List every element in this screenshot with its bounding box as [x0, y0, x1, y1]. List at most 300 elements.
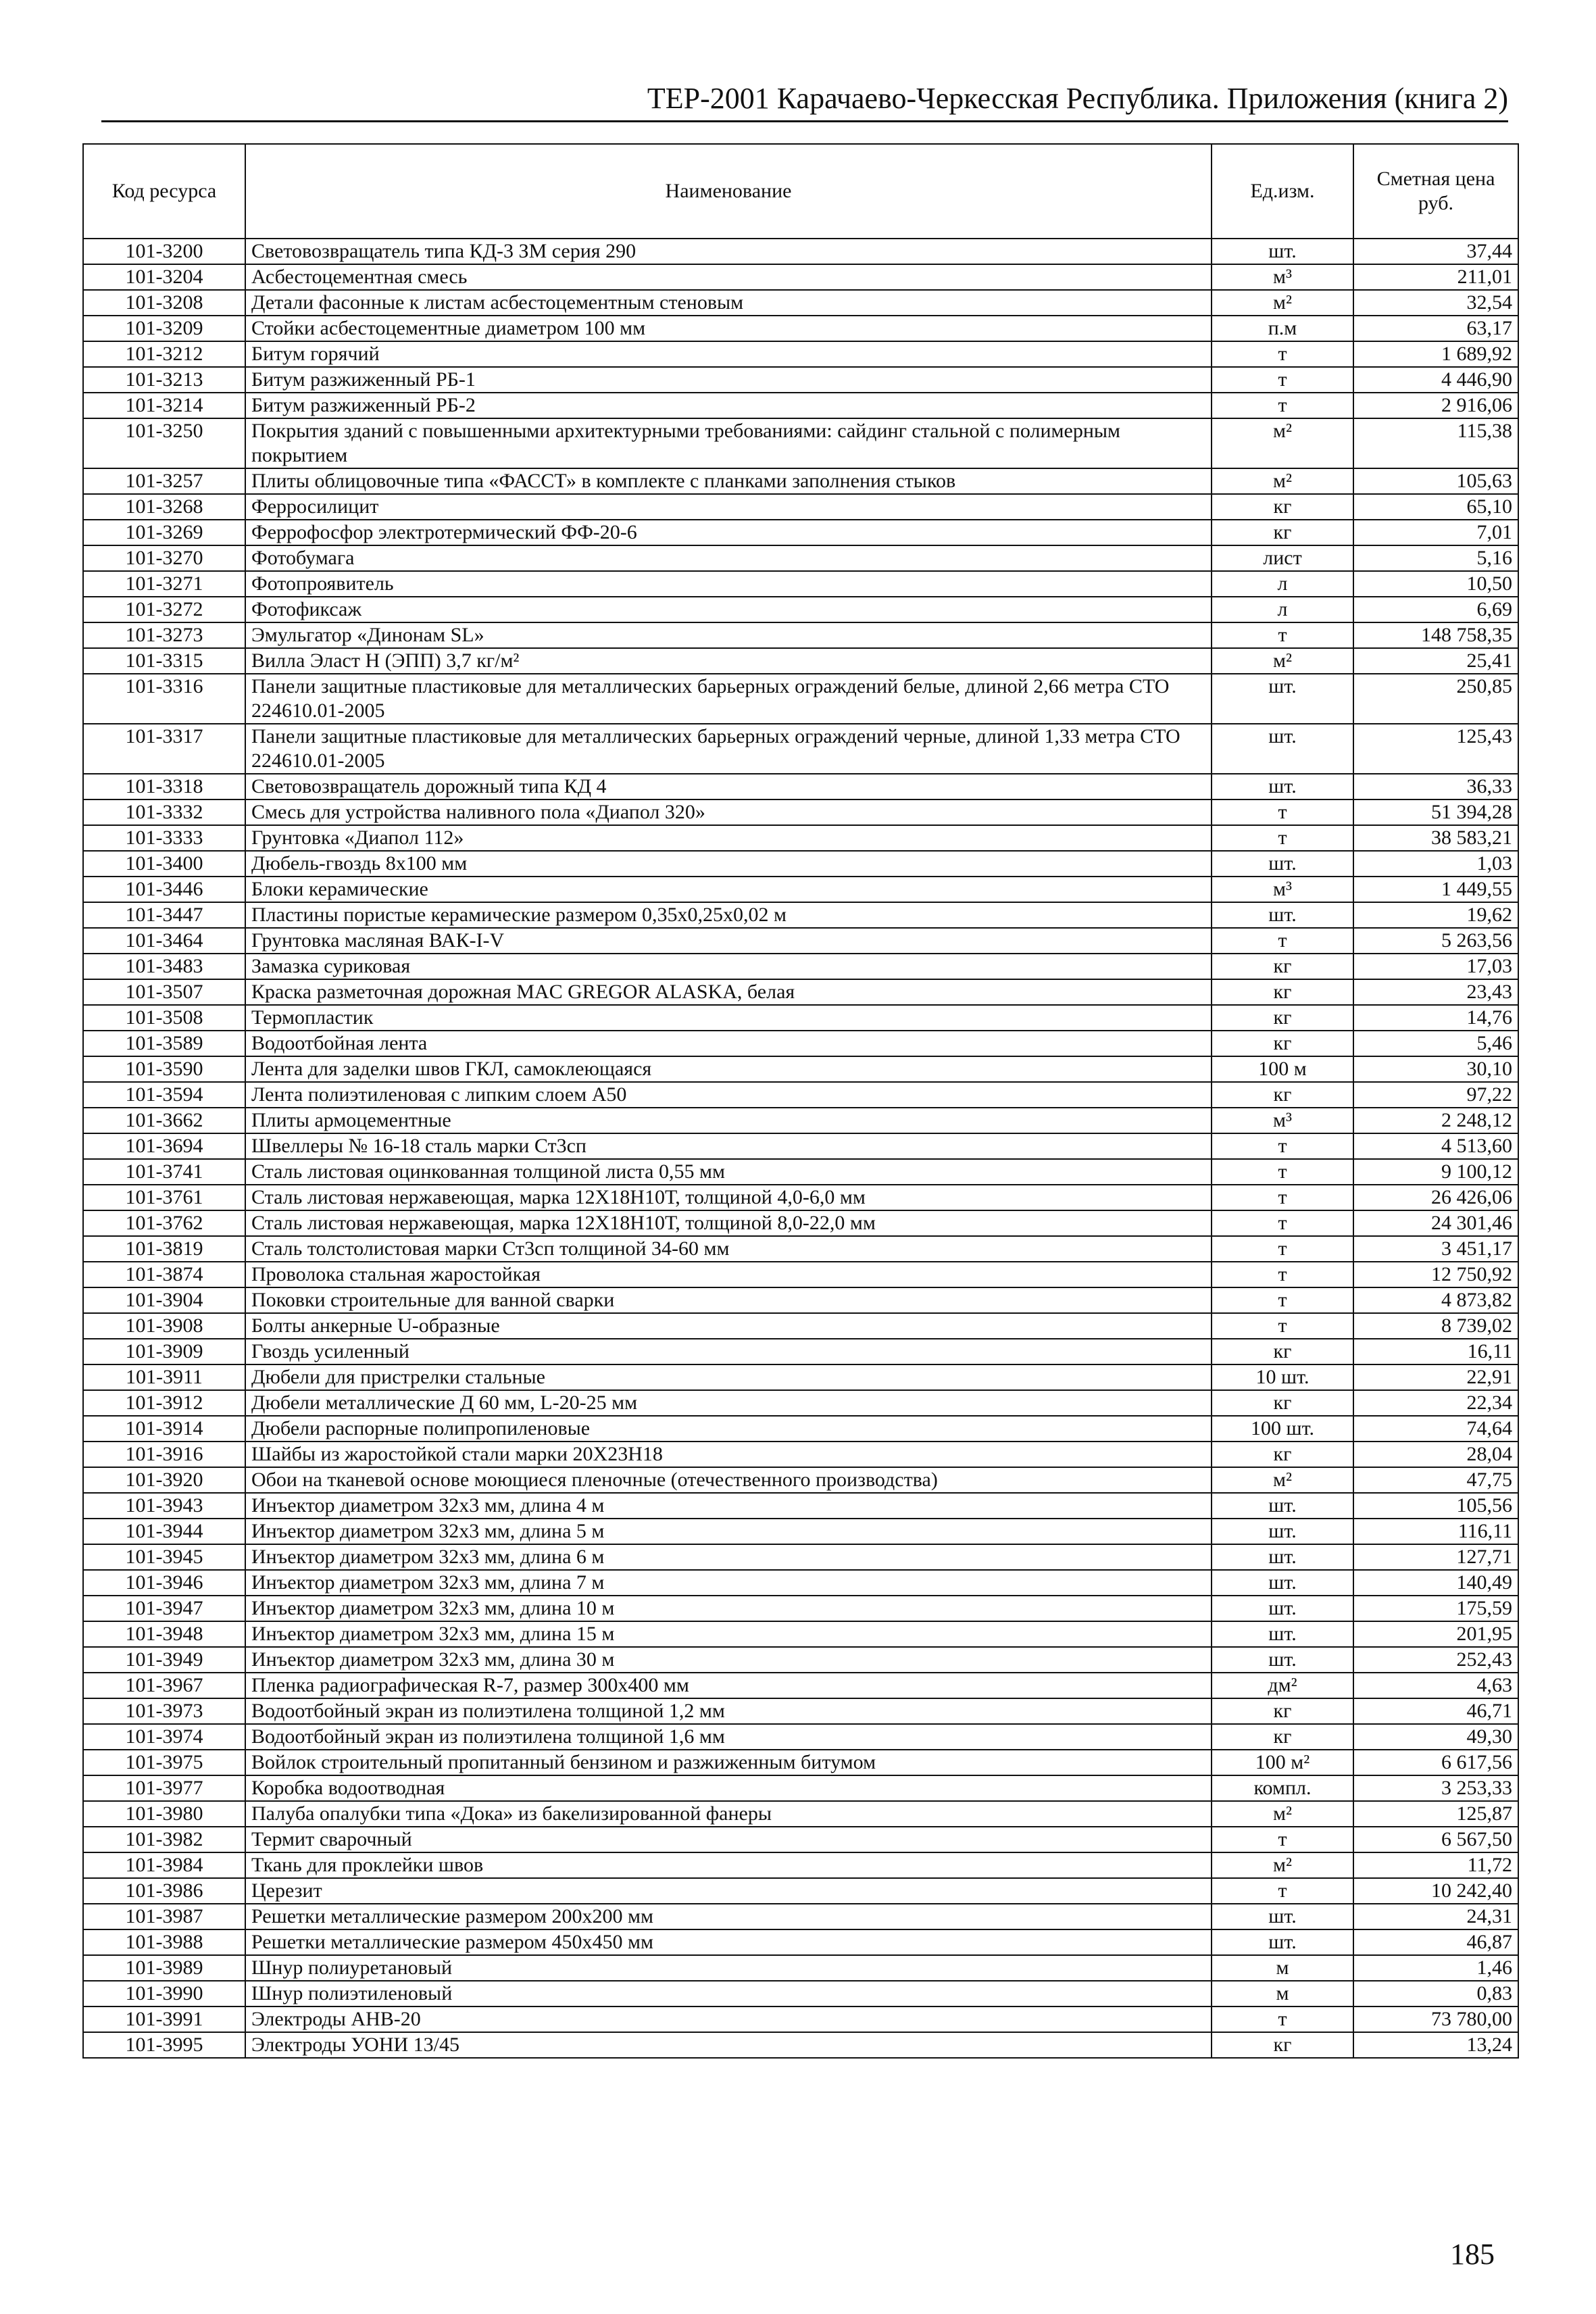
cell-code: 101-3991: [83, 2007, 245, 2032]
cell-name: Церезит: [245, 1878, 1212, 1904]
cell-code: 101-3874: [83, 1262, 245, 1287]
table-row: [83, 1493, 1518, 1519]
cell-name: Битум разжиженный РБ-2: [245, 393, 1212, 418]
cell-price: 11,72: [1353, 1852, 1518, 1878]
cell-name: Войлок строительный пропитанный бензином и разжиженным битумом: [245, 1750, 1212, 1775]
cell-price: 22,91: [1353, 1364, 1518, 1390]
cell-name: Фотопроявитель: [245, 571, 1212, 597]
table-row: [83, 393, 1518, 418]
cell-unit: шт.: [1212, 674, 1353, 724]
table-row: [83, 1159, 1518, 1185]
cell-unit: т: [1212, 1313, 1353, 1339]
col-header-price: Сметная цена руб.: [1353, 144, 1518, 239]
cell-unit: 100 шт.: [1212, 1416, 1353, 1442]
cell-name: Шнур полиуретановый: [245, 1955, 1212, 1981]
cell-price: 105,56: [1353, 1493, 1518, 1519]
cell-unit: шт.: [1212, 1570, 1353, 1596]
cell-price: 201,95: [1353, 1621, 1518, 1647]
cell-name: Дюбели распорные полипропиленовые: [245, 1416, 1212, 1442]
table-row: [83, 1031, 1518, 1056]
cell-unit: т: [1212, 825, 1353, 851]
cell-name: Стойки асбестоцементные диаметром 100 мм: [245, 316, 1212, 341]
cell-price: 26 426,06: [1353, 1185, 1518, 1210]
cell-name: Электроды АНВ-20: [245, 2007, 1212, 2032]
cell-code: 101-3986: [83, 1878, 245, 1904]
table-row: [83, 799, 1518, 825]
cell-name: Решетки металлические размером 450х450 мм: [245, 1929, 1212, 1955]
page-number: 185: [1450, 2238, 1495, 2271]
cell-code: 101-3594: [83, 1082, 245, 1108]
cell-code: 101-3213: [83, 367, 245, 393]
table-row: [83, 928, 1518, 954]
cell-price: 5,16: [1353, 545, 1518, 571]
table-row: [83, 1852, 1518, 1878]
cell-unit: м²: [1212, 418, 1353, 468]
cell-unit: шт.: [1212, 1904, 1353, 1929]
cell-code: 101-3982: [83, 1827, 245, 1852]
cell-unit: кг: [1212, 1339, 1353, 1364]
cell-unit: шт.: [1212, 1544, 1353, 1570]
cell-price: 1,03: [1353, 851, 1518, 877]
cell-name: Ткань для проклейки швов: [245, 1852, 1212, 1878]
cell-price: 2 248,12: [1353, 1108, 1518, 1133]
cell-unit: т: [1212, 1287, 1353, 1313]
cell-unit: л: [1212, 597, 1353, 622]
resource-table: [82, 143, 1519, 2059]
cell-price: 175,59: [1353, 1596, 1518, 1621]
cell-price: 24 301,46: [1353, 1210, 1518, 1236]
table-row: [83, 290, 1518, 316]
cell-code: 101-3273: [83, 622, 245, 648]
table-row: [83, 1519, 1518, 1544]
cell-name: Термит сварочный: [245, 1827, 1212, 1852]
cell-unit: шт.: [1212, 1596, 1353, 1621]
table-row: [83, 239, 1518, 264]
cell-unit: кг: [1212, 954, 1353, 979]
cell-price: 28,04: [1353, 1442, 1518, 1467]
cell-price: 36,33: [1353, 774, 1518, 799]
table-row: [83, 1878, 1518, 1904]
cell-price: 51 394,28: [1353, 799, 1518, 825]
cell-code: 101-3507: [83, 979, 245, 1005]
cell-name: Дюбели для пристрелки стальные: [245, 1364, 1212, 1390]
cell-name: Проволока стальная жаростойкая: [245, 1262, 1212, 1287]
cell-name: Пленка радиографическая R-7, размер 300х400 мм: [245, 1673, 1212, 1698]
table-row: [83, 1596, 1518, 1621]
cell-price: 74,64: [1353, 1416, 1518, 1442]
cell-code: 101-3819: [83, 1236, 245, 1262]
table-row: [83, 1698, 1518, 1724]
table-row: [83, 648, 1518, 674]
cell-name: Световозвращатель дорожный типа КД 4: [245, 774, 1212, 799]
cell-unit: кг: [1212, 494, 1353, 520]
cell-code: 101-3761: [83, 1185, 245, 1210]
cell-code: 101-3980: [83, 1801, 245, 1827]
table-row: [83, 571, 1518, 597]
cell-name: Инъектор диаметром 32х3 мм, длина 5 м: [245, 1519, 1212, 1544]
cell-code: 101-3268: [83, 494, 245, 520]
cell-unit: компл.: [1212, 1775, 1353, 1801]
table-row: [83, 1750, 1518, 1775]
cell-unit: кг: [1212, 1005, 1353, 1031]
cell-code: 101-3508: [83, 1005, 245, 1031]
cell-unit: кг: [1212, 979, 1353, 1005]
table-row: [83, 724, 1518, 774]
cell-price: 16,11: [1353, 1339, 1518, 1364]
cell-name: Лента для заделки швов ГКЛ, самоклеющаяся: [245, 1056, 1212, 1082]
cell-name: Фотофиксаж: [245, 597, 1212, 622]
cell-name: Сталь листовая оцинкованная толщиной листа 0,55 мм: [245, 1159, 1212, 1185]
cell-name: Обои на тканевой основе моющиеся пленочные (отечественного производства): [245, 1467, 1212, 1493]
cell-unit: шт.: [1212, 1647, 1353, 1673]
cell-price: 116,11: [1353, 1519, 1518, 1544]
table-row: [83, 1185, 1518, 1210]
cell-name: Сталь толстолистовая марки Ст3сп толщиной 34-60 мм: [245, 1236, 1212, 1262]
cell-name: Краска разметочная дорожная MAC GREGOR ALASKA, белая: [245, 979, 1212, 1005]
cell-unit: т: [1212, 928, 1353, 954]
table-header-row: [83, 144, 1518, 239]
cell-price: 1 689,92: [1353, 341, 1518, 367]
cell-code: 101-3973: [83, 1698, 245, 1724]
cell-name: Световозвращатель типа КД-3 ЗМ серия 290: [245, 239, 1212, 264]
cell-price: 37,44: [1353, 239, 1518, 264]
table-row: [83, 1647, 1518, 1673]
cell-name: Шнур полиэтиленовый: [245, 1981, 1212, 2007]
cell-code: 101-3911: [83, 1364, 245, 1390]
cell-name: Швеллеры № 16-18 сталь марки Ст3сп: [245, 1133, 1212, 1159]
cell-code: 101-3945: [83, 1544, 245, 1570]
cell-unit: шт.: [1212, 239, 1353, 264]
cell-name: Детали фасонные к листам асбестоцементным стеновым: [245, 290, 1212, 316]
cell-code: 101-3446: [83, 877, 245, 902]
cell-name: Инъектор диаметром 32х3 мм, длина 4 м: [245, 1493, 1212, 1519]
cell-price: 4,63: [1353, 1673, 1518, 1698]
cell-name: Палуба опалубки типа «Дока» из бакелизированной фанеры: [245, 1801, 1212, 1827]
table-row: [83, 545, 1518, 571]
table-row: [83, 877, 1518, 902]
cell-unit: шт.: [1212, 1929, 1353, 1955]
cell-code: 101-3943: [83, 1493, 245, 1519]
cell-unit: м: [1212, 1955, 1353, 1981]
cell-name: Решетки металлические размером 200х200 мм: [245, 1904, 1212, 1929]
cell-price: 24,31: [1353, 1904, 1518, 1929]
table-row: [83, 1981, 1518, 2007]
cell-code: 101-3989: [83, 1955, 245, 1981]
cell-code: 101-3987: [83, 1904, 245, 1929]
cell-code: 101-3250: [83, 418, 245, 468]
cell-unit: т: [1212, 1133, 1353, 1159]
cell-name: Поковки строительные для ванной сварки: [245, 1287, 1212, 1313]
cell-unit: т: [1212, 2007, 1353, 2032]
table-row: [83, 954, 1518, 979]
cell-name: Коробка водоотводная: [245, 1775, 1212, 1801]
table-row: [83, 1313, 1518, 1339]
cell-code: 101-3400: [83, 851, 245, 877]
cell-code: 101-3949: [83, 1647, 245, 1673]
cell-price: 3 253,33: [1353, 1775, 1518, 1801]
cell-unit: шт.: [1212, 1519, 1353, 1544]
cell-price: 252,43: [1353, 1647, 1518, 1673]
cell-unit: кг: [1212, 1698, 1353, 1724]
cell-name: Фотобумага: [245, 545, 1212, 571]
table-row: [83, 1801, 1518, 1827]
cell-unit: кг: [1212, 1390, 1353, 1416]
cell-unit: т: [1212, 1878, 1353, 1904]
cell-name: Эмульгатор «Динонам SL»: [245, 622, 1212, 648]
cell-unit: м³: [1212, 877, 1353, 902]
cell-code: 101-3315: [83, 648, 245, 674]
cell-name: Инъектор диаметром 32х3 мм, длина 30 м: [245, 1647, 1212, 1673]
cell-code: 101-3947: [83, 1596, 245, 1621]
cell-unit: п.м: [1212, 316, 1353, 341]
cell-unit: м³: [1212, 1108, 1353, 1133]
cell-price: 38 583,21: [1353, 825, 1518, 851]
table-row: [83, 1262, 1518, 1287]
cell-name: Битум горячий: [245, 341, 1212, 367]
cell-name: Термопластик: [245, 1005, 1212, 1031]
cell-price: 63,17: [1353, 316, 1518, 341]
cell-code: 101-3269: [83, 520, 245, 545]
cell-unit: л: [1212, 571, 1353, 597]
cell-name: Замазка суриковая: [245, 954, 1212, 979]
cell-price: 7,01: [1353, 520, 1518, 545]
cell-code: 101-3988: [83, 1929, 245, 1955]
cell-unit: кг: [1212, 1082, 1353, 1108]
cell-name: Гвоздь усиленный: [245, 1339, 1212, 1364]
table-row: [83, 1621, 1518, 1647]
cell-unit: т: [1212, 1262, 1353, 1287]
cell-code: 101-3908: [83, 1313, 245, 1339]
cell-price: 6 617,56: [1353, 1750, 1518, 1775]
cell-price: 127,71: [1353, 1544, 1518, 1570]
table-row: [83, 1827, 1518, 1852]
cell-price: 10,50: [1353, 571, 1518, 597]
cell-unit: т: [1212, 341, 1353, 367]
cell-name: Покрытия зданий с повышенными архитектурными требованиями: сайдинг стальной с полимерным покрытием: [245, 418, 1212, 468]
cell-name: Грунтовка масляная ВАК-I-V: [245, 928, 1212, 954]
cell-name: Болты анкерные U-образные: [245, 1313, 1212, 1339]
table-row: [83, 1570, 1518, 1596]
table-row: [83, 1364, 1518, 1390]
cell-code: 101-3483: [83, 954, 245, 979]
cell-price: 4 513,60: [1353, 1133, 1518, 1159]
table-row: [83, 1236, 1518, 1262]
cell-unit: лист: [1212, 545, 1353, 571]
cell-price: 250,85: [1353, 674, 1518, 724]
cell-code: 101-3200: [83, 239, 245, 264]
table-row: [83, 2032, 1518, 2058]
cell-price: 211,01: [1353, 264, 1518, 290]
table-row: [83, 520, 1518, 545]
cell-unit: кг: [1212, 2032, 1353, 2058]
header-rule: [101, 120, 1508, 122]
cell-code: 101-3464: [83, 928, 245, 954]
cell-name: Смесь для устройства наливного пола «Диапол 320»: [245, 799, 1212, 825]
cell-code: 101-3590: [83, 1056, 245, 1082]
cell-name: Битум разжиженный РБ-1: [245, 367, 1212, 393]
cell-code: 101-3272: [83, 597, 245, 622]
cell-unit: шт.: [1212, 774, 1353, 799]
cell-code: 101-3741: [83, 1159, 245, 1185]
cell-name: Водоотбойная лента: [245, 1031, 1212, 1056]
cell-price: 8 739,02: [1353, 1313, 1518, 1339]
cell-name: Сталь листовая нержавеющая, марка 12Х18Н10Т, толщиной 4,0-6,0 мм: [245, 1185, 1212, 1210]
table-row: [83, 494, 1518, 520]
cell-unit: шт.: [1212, 902, 1353, 928]
cell-price: 125,43: [1353, 724, 1518, 774]
table-row: [83, 1775, 1518, 1801]
cell-unit: т: [1212, 1236, 1353, 1262]
cell-unit: шт.: [1212, 724, 1353, 774]
cell-name: Водоотбойный экран из полиэтилена толщиной 1,2 мм: [245, 1698, 1212, 1724]
cell-unit: м²: [1212, 290, 1353, 316]
cell-code: 101-3316: [83, 674, 245, 724]
cell-code: 101-3318: [83, 774, 245, 799]
cell-code: 101-3271: [83, 571, 245, 597]
table-row: [83, 774, 1518, 799]
cell-code: 101-3967: [83, 1673, 245, 1698]
cell-price: 12 750,92: [1353, 1262, 1518, 1287]
cell-name: Водоотбойный экран из полиэтилена толщиной 1,6 мм: [245, 1724, 1212, 1750]
cell-name: Ферросилицит: [245, 494, 1212, 520]
cell-name: Лента полиэтиленовая с липким слоем А50: [245, 1082, 1212, 1108]
table-row: [83, 367, 1518, 393]
cell-price: 49,30: [1353, 1724, 1518, 1750]
table-row: [83, 597, 1518, 622]
table-row: [83, 674, 1518, 724]
cell-price: 6,69: [1353, 597, 1518, 622]
cell-code: 101-3208: [83, 290, 245, 316]
cell-unit: т: [1212, 1210, 1353, 1236]
table-row: [83, 1005, 1518, 1031]
cell-name: Феррофосфор электротермический ФФ-20-6: [245, 520, 1212, 545]
cell-unit: кг: [1212, 520, 1353, 545]
cell-price: 1,46: [1353, 1955, 1518, 1981]
table-row: [83, 1416, 1518, 1442]
table-row: [83, 1082, 1518, 1108]
cell-code: 101-3333: [83, 825, 245, 851]
table-row: [83, 825, 1518, 851]
cell-code: 101-3909: [83, 1339, 245, 1364]
cell-unit: т: [1212, 1827, 1353, 1852]
cell-price: 5 263,56: [1353, 928, 1518, 954]
cell-unit: шт.: [1212, 1621, 1353, 1647]
table-row: [83, 1467, 1518, 1493]
cell-name: Шайбы из жаростойкой стали марки 20Х23Н18: [245, 1442, 1212, 1467]
cell-code: 101-3946: [83, 1570, 245, 1596]
cell-price: 46,71: [1353, 1698, 1518, 1724]
table-row: [83, 1287, 1518, 1313]
cell-name: Инъектор диаметром 32х3 мм, длина 10 м: [245, 1596, 1212, 1621]
cell-code: 101-3974: [83, 1724, 245, 1750]
table-body: [83, 239, 1518, 2058]
cell-price: 13,24: [1353, 2032, 1518, 2058]
cell-price: 0,83: [1353, 1981, 1518, 2007]
cell-price: 25,41: [1353, 648, 1518, 674]
cell-name: Дюбели металлические Д 60 мм, L-20-25 мм: [245, 1390, 1212, 1416]
table-row: [83, 1673, 1518, 1698]
cell-price: 3 451,17: [1353, 1236, 1518, 1262]
cell-code: 101-3257: [83, 468, 245, 494]
col-header-unit: Ед.изм.: [1212, 144, 1353, 239]
cell-name: Пластины пористые керамические размером 0,35х0,25х0,02 м: [245, 902, 1212, 928]
cell-name: Дюбель-гвоздь 8х100 мм: [245, 851, 1212, 877]
cell-code: 101-3447: [83, 902, 245, 928]
cell-unit: м²: [1212, 648, 1353, 674]
cell-price: 65,10: [1353, 494, 1518, 520]
cell-name: Панели защитные пластиковые для металлических барьерных ограждений белые, длиной 2,66 метра СТО 224610.01-2005: [245, 674, 1212, 724]
cell-unit: т: [1212, 1185, 1353, 1210]
cell-code: 101-3332: [83, 799, 245, 825]
table-row: [83, 979, 1518, 1005]
cell-code: 101-3990: [83, 1981, 245, 2007]
cell-price: 97,22: [1353, 1082, 1518, 1108]
cell-price: 10 242,40: [1353, 1878, 1518, 1904]
table-row: [83, 1210, 1518, 1236]
cell-code: 101-3977: [83, 1775, 245, 1801]
cell-code: 101-3212: [83, 341, 245, 367]
table-row: [83, 1108, 1518, 1133]
cell-unit: т: [1212, 799, 1353, 825]
cell-unit: кг: [1212, 1031, 1353, 1056]
cell-price: 46,87: [1353, 1929, 1518, 1955]
cell-code: 101-3916: [83, 1442, 245, 1467]
cell-unit: т: [1212, 393, 1353, 418]
cell-name: Плиты армоцементные: [245, 1108, 1212, 1133]
cell-name: Инъектор диаметром 32х3 мм, длина 7 м: [245, 1570, 1212, 1596]
cell-unit: м²: [1212, 1467, 1353, 1493]
col-header-name: Наименование: [245, 144, 1212, 239]
table-row: [83, 1442, 1518, 1467]
cell-unit: кг: [1212, 1442, 1353, 1467]
cell-unit: 10 шт.: [1212, 1364, 1353, 1390]
cell-code: 101-3920: [83, 1467, 245, 1493]
table-row: [83, 418, 1518, 468]
cell-price: 73 780,00: [1353, 2007, 1518, 2032]
cell-price: 14,76: [1353, 1005, 1518, 1031]
cell-price: 23,43: [1353, 979, 1518, 1005]
cell-price: 140,49: [1353, 1570, 1518, 1596]
cell-code: 101-3214: [83, 393, 245, 418]
cell-price: 9 100,12: [1353, 1159, 1518, 1185]
cell-code: 101-3204: [83, 264, 245, 290]
table-row: [83, 341, 1518, 367]
cell-price: 30,10: [1353, 1056, 1518, 1082]
cell-unit: кг: [1212, 1724, 1353, 1750]
cell-unit: м²: [1212, 1852, 1353, 1878]
cell-unit: т: [1212, 367, 1353, 393]
cell-price: 125,87: [1353, 1801, 1518, 1827]
cell-code: 101-3975: [83, 1750, 245, 1775]
cell-code: 101-3914: [83, 1416, 245, 1442]
cell-name: Грунтовка «Диапол 112»: [245, 825, 1212, 851]
table-row: [83, 1544, 1518, 1570]
cell-name: Панели защитные пластиковые для металлических барьерных ограждений черные, длиной 1,33 метра СТО 224610.01-2005: [245, 724, 1212, 774]
cell-name: Блоки керамические: [245, 877, 1212, 902]
cell-code: 101-3317: [83, 724, 245, 774]
page-header: ТЕР-2001 Карачаево-Черкесская Республика. Приложения (книга 2): [647, 82, 1508, 115]
cell-price: 19,62: [1353, 902, 1518, 928]
table-row: [83, 1056, 1518, 1082]
cell-price: 5,46: [1353, 1031, 1518, 1056]
cell-price: 105,63: [1353, 468, 1518, 494]
cell-unit: м²: [1212, 1801, 1353, 1827]
table-row: [83, 264, 1518, 290]
table-row: [83, 1929, 1518, 1955]
cell-code: 101-3209: [83, 316, 245, 341]
cell-unit: т: [1212, 622, 1353, 648]
cell-code: 101-3995: [83, 2032, 245, 2058]
